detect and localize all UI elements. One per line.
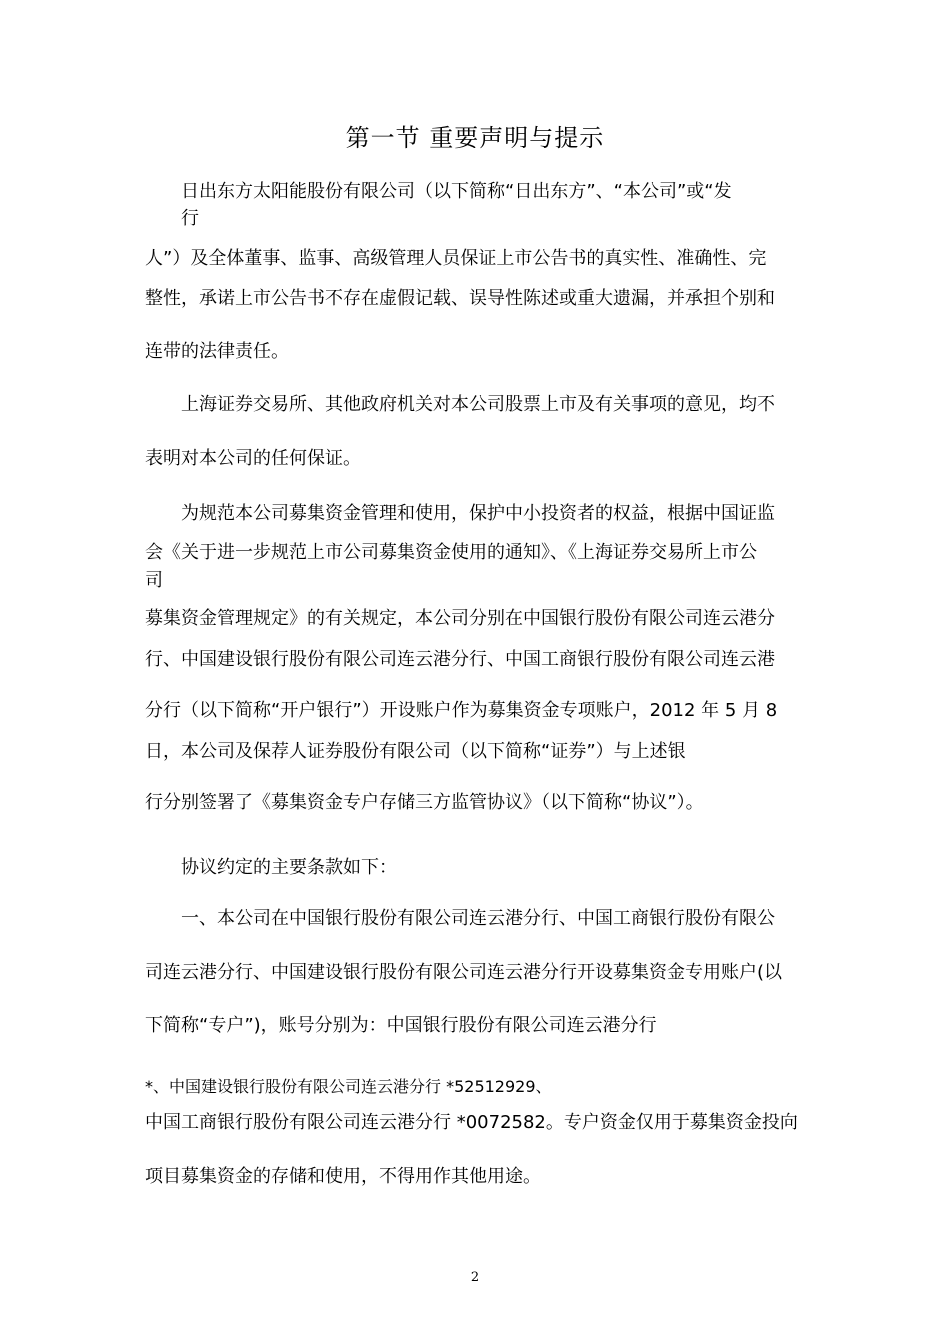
paragraph-line: 募集资金管理规定》的有关规定，本公司分别在中国银行股份有限公司连云港分 — [145, 608, 775, 629]
paragraph-line: 日，本公司及保荐人证券股份有限公司（以下简称“证券”）与上述银 — [145, 741, 686, 762]
paragraph-line: 协议约定的主要条款如下： — [181, 857, 397, 878]
paragraph-line: 一、本公司在中国银行股份有限公司连云港分行、中国工商银行股份有限公 — [181, 908, 775, 929]
paragraph-line: 中国工商银行股份有限公司连云港分行 *0072582。专户资金仅用于募集资金投向 — [145, 1112, 798, 1133]
paragraph-line: 表明对本公司的任何保证。 — [145, 448, 361, 469]
paragraph-line: 行分别签署了《募集资金专户存储三方监管协议》（以下简称“协议”）。 — [145, 792, 704, 813]
page-number: 2 — [470, 1270, 480, 1285]
paragraph-line: 行 — [181, 208, 199, 229]
paragraph-line: 行、中国建设银行股份有限公司连云港分行、中国工商银行股份有限公司连云港 — [145, 649, 775, 670]
paragraph-line: 司连云港分行、中国建设银行股份有限公司连云港分行开设募集资金专用账户(以 — [145, 962, 783, 983]
paragraph-line: 为规范本公司募集资金管理和使用，保护中小投资者的权益，根据中国证监 — [181, 503, 775, 524]
paragraph-line: 项目募集资金的存储和使用，不得用作其他用途。 — [145, 1166, 541, 1187]
paragraph-line: 日出东方太阳能股份有限公司（以下简称“日出东方”、“本公司”或“发 — [181, 181, 732, 202]
paragraph-line: 整性，承诺上市公告书不存在虚假记载、误导性陈述或重大遗漏，并承担个别和 — [145, 288, 775, 309]
paragraph-line: 分行（以下简称“开户银行”）开设账户作为募集资金专项账户，2012 年 5 月 8 — [145, 700, 778, 721]
section-title: 第一节 重要声明与提示 — [345, 124, 605, 152]
paragraph-line: 会《关于进一步规范上市公司募集资金使用的通知》、《上海证券交易所上市公 — [145, 542, 757, 563]
paragraph-line: 下简称“专户”)，账号分别为：中国银行股份有限公司连云港分行 — [145, 1015, 657, 1036]
paragraph-line: 连带的法律责任。 — [145, 341, 289, 362]
paragraph-line: 上海证券交易所、其他政府机关对本公司股票上市及有关事项的意见，均不 — [181, 394, 775, 415]
paragraph-line: 人”）及全体董事、监事、高级管理人员保证上市公告书的真实性、准确性、完 — [145, 248, 767, 269]
paragraph-line: 司 — [145, 570, 163, 591]
paragraph-line: *、中国建设银行股份有限公司连云港分行 *52512929、 — [145, 1077, 552, 1096]
